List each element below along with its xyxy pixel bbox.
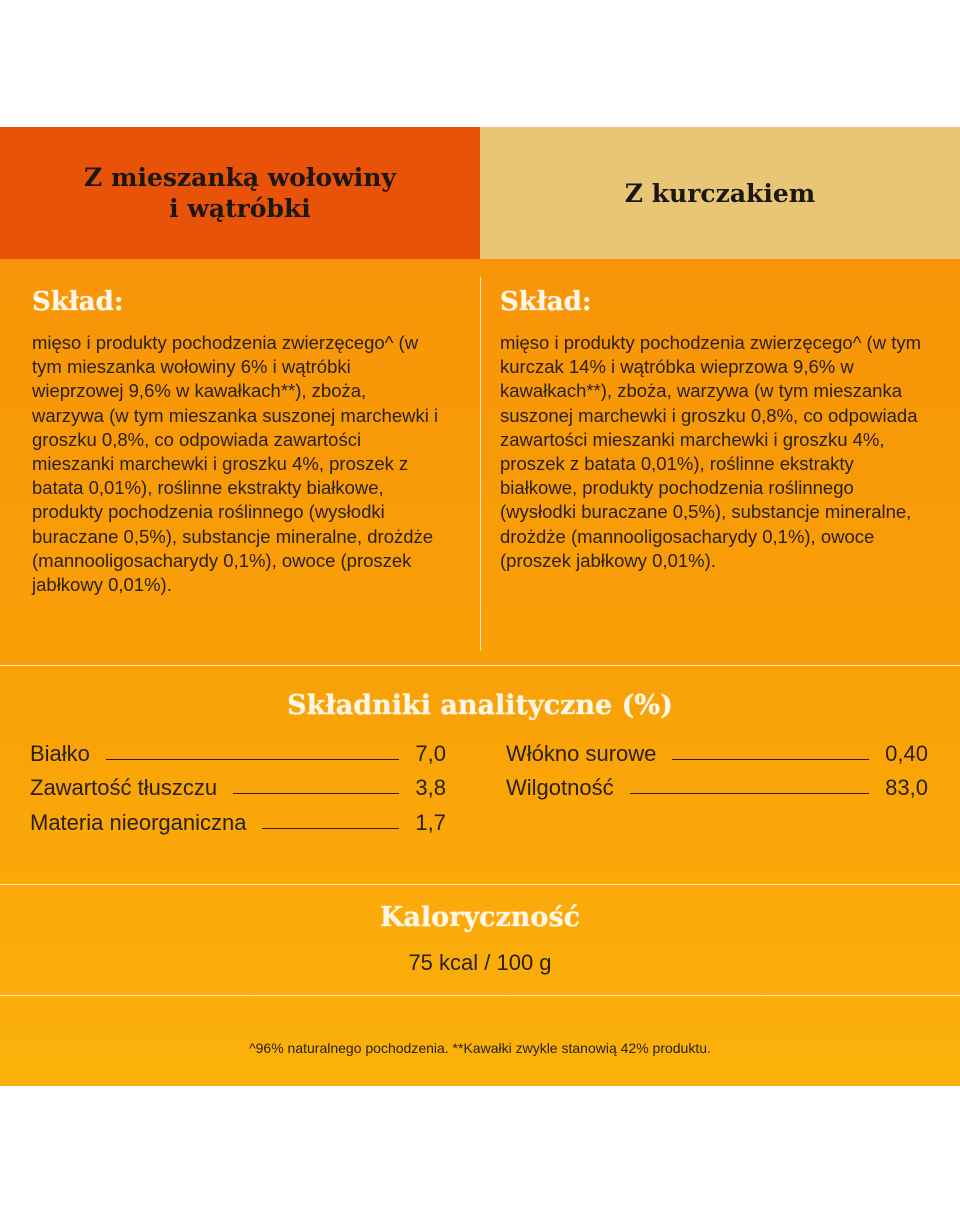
leader-line bbox=[233, 793, 399, 794]
section-divider-analytical bbox=[0, 665, 960, 666]
composition-right-text: mięso i produkty pochodzenia zwierzęcego^ (w tym kurczak 14% i wątróbka wieprzowa 9,6% w kawałkach**), zboża, warzywa (w tym mieszanka suszonej marchewki i groszku 0,8%, co odpowiada zawartości mieszanki marchewki i groszku 4%, proszek z batata 0,01%), roślinne ekstrakty białkowe, produkty pochodzenia roślinnego (wysłodki buraczane 0,5%), substancje mineralne, drożdże (mannooligosacharydy 0,1%), owoce (proszek jabłkowy 0,01%). bbox=[500, 332, 922, 571]
section-divider-footnote bbox=[0, 995, 960, 996]
analytical-value: 7,0 bbox=[415, 741, 446, 766]
leader-line bbox=[262, 828, 399, 829]
leader-line bbox=[630, 793, 870, 794]
composition-right-heading: Skład: bbox=[500, 287, 592, 317]
analytical-value: 0,40 bbox=[885, 741, 928, 766]
variant-tab-beef-liver[interactable] bbox=[0, 127, 480, 259]
leader-line bbox=[672, 759, 869, 760]
composition-left-heading: Skład: bbox=[32, 287, 124, 317]
product-info-panel bbox=[0, 127, 960, 1086]
analytical-row-fibre bbox=[506, 739, 928, 769]
analytical-value: 83,0 bbox=[885, 775, 928, 800]
analytical-label: Zawartość tłuszczu bbox=[30, 775, 218, 800]
column-divider bbox=[480, 277, 481, 651]
composition-left-text: mięso i produkty pochodzenia zwierzęcego^ (w tym mieszanka wołowiny 6% i wątróbki wieprzowej 9,6% w kawałkach**), zboża, warzywa (w tym mieszanka suszonej marchewki i groszku 0,8%, co odpowiada zawartości mieszanki marchewki i groszku 4%, proszek z batata 0,01%), roślinne ekstrakty białkowe, produkty pochodzenia roślinnego (wysłodki buraczane 0,5%), substancje mineralne, drożdże (mannooligosacharydy 0,1%), owoce (proszek jabłkowy 0,01%). bbox=[32, 332, 439, 596]
analytical-row-fat bbox=[30, 773, 446, 803]
composition-right bbox=[500, 287, 930, 573]
section-divider-calories bbox=[0, 884, 960, 885]
analytical-label: Białko bbox=[30, 741, 90, 766]
calories-value: 75 kcal / 100 g bbox=[408, 950, 552, 975]
calories-title: Kaloryczność bbox=[379, 902, 581, 933]
analytical-row-moisture bbox=[506, 773, 928, 803]
analytical-title: Składniki analityczne (%) bbox=[287, 690, 673, 721]
variant-tab-chicken-label: Z kurczakiem bbox=[624, 178, 816, 208]
analytical-row-protein bbox=[30, 739, 446, 769]
analytical-label: Materia nieorganiczna bbox=[30, 810, 247, 835]
variant-tab-chicken[interactable] bbox=[480, 127, 960, 259]
analytical-label: Włókno surowe bbox=[506, 741, 657, 766]
variant-tab-beef-liver-label: Z mieszanką wołowiny i wątróbki bbox=[84, 163, 396, 223]
leader-line bbox=[106, 759, 399, 760]
analytical-label: Wilgotność bbox=[506, 775, 614, 800]
footnote: ^96% naturalnego pochodzenia. **Kawałki zwykle stanowią 42% produktu. bbox=[249, 1040, 711, 1056]
analytical-value: 1,7 bbox=[415, 810, 446, 835]
analytical-row-ash bbox=[30, 808, 446, 838]
analytical-value: 3,8 bbox=[415, 775, 446, 800]
composition-left bbox=[32, 287, 442, 597]
